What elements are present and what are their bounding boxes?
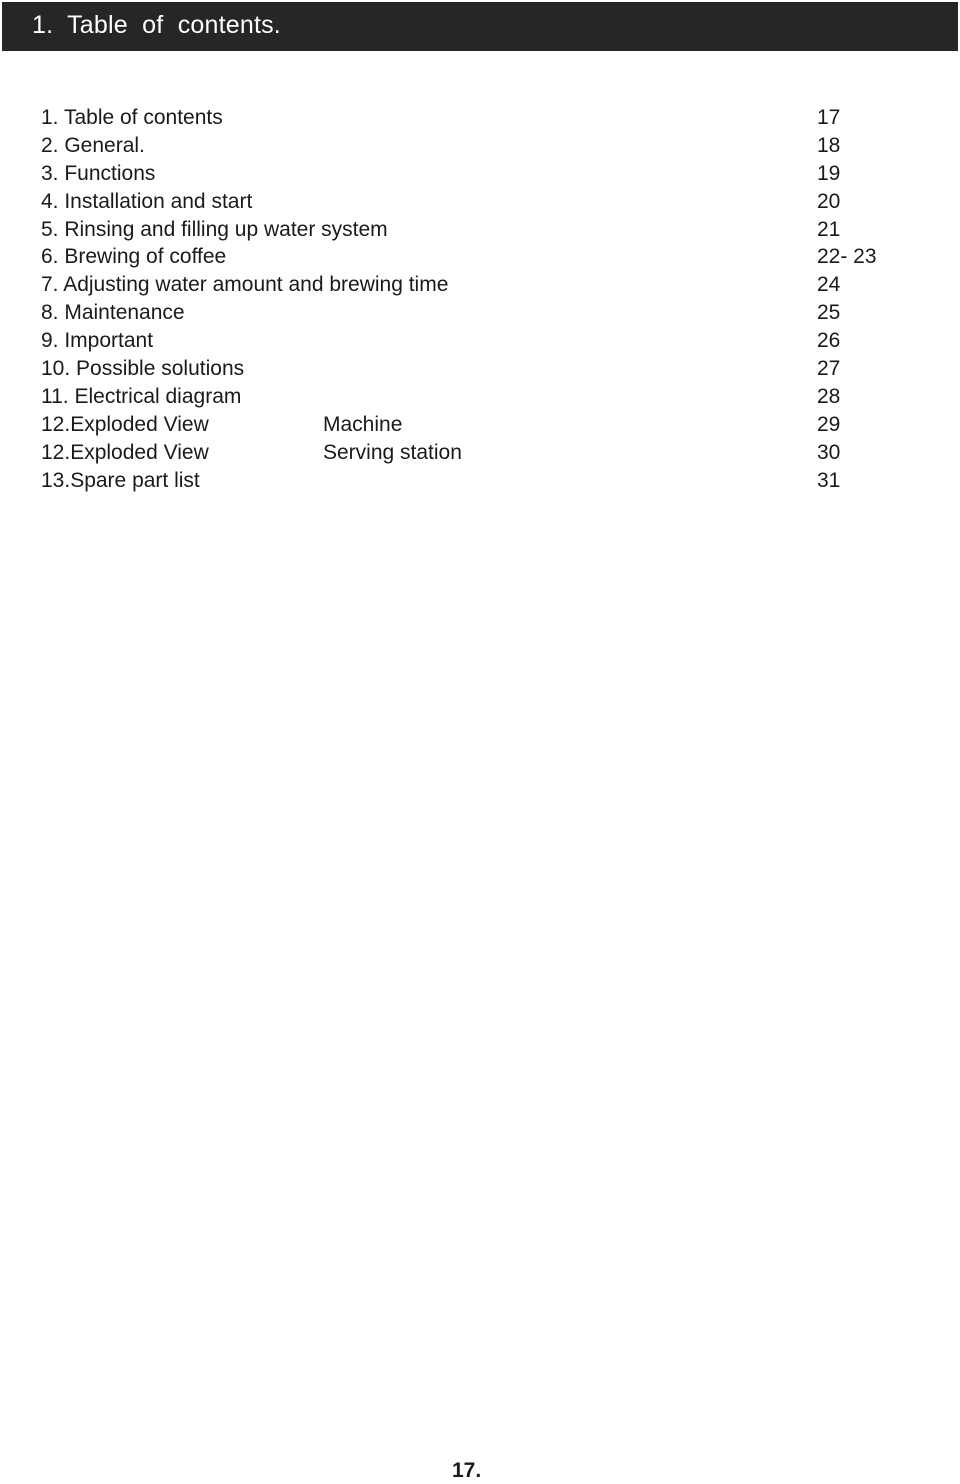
- toc-entry-page: 20: [817, 189, 841, 213]
- toc-entry[interactable]: [41, 327, 901, 355]
- page-title: 1. Table of contents.: [32, 11, 281, 39]
- toc-entry-title: 3. Functions: [41, 161, 156, 185]
- toc-entry-title: 12.Exploded View: [41, 440, 209, 464]
- toc-entry-page: 22- 23: [817, 245, 877, 269]
- toc-entry-title: 1. Table of contents: [41, 106, 223, 129]
- toc-entry[interactable]: [41, 216, 901, 244]
- toc-entry[interactable]: [41, 439, 901, 467]
- toc-entry-title: 13.Spare part list: [41, 468, 200, 492]
- toc-entry-page: 25: [817, 301, 841, 325]
- toc-entry-title: 12.Exploded View: [41, 412, 209, 436]
- toc-entry[interactable]: [41, 271, 901, 299]
- toc-entry-page: 27: [817, 357, 841, 381]
- toc-entry[interactable]: [41, 188, 901, 216]
- toc-entry[interactable]: [41, 411, 901, 439]
- toc-entry-title: 2. General.: [41, 133, 145, 157]
- toc-entry-title: 4. Installation and start: [41, 189, 253, 213]
- toc-entry-page: 26: [817, 329, 841, 353]
- toc-entry-page: 19: [817, 161, 841, 185]
- page-number: 17.: [452, 1459, 482, 1482]
- toc-entry-page: 30: [817, 440, 841, 464]
- toc-entry[interactable]: [41, 299, 901, 327]
- header-bar: [2, 2, 958, 51]
- toc-entry[interactable]: [41, 104, 901, 132]
- toc-entry-page: 18: [817, 133, 841, 157]
- toc-entry[interactable]: [41, 355, 901, 383]
- toc-entry[interactable]: [41, 132, 901, 160]
- toc-entry-title: 6. Brewing of coffee: [41, 245, 227, 269]
- toc-entry-title: 8. Maintenance: [41, 301, 185, 325]
- toc-entry[interactable]: [41, 383, 901, 411]
- toc-entry[interactable]: [41, 243, 901, 271]
- toc-entry-page: 29: [817, 412, 841, 436]
- toc-entry[interactable]: [41, 467, 901, 495]
- toc-entry-page: 21: [817, 217, 841, 241]
- toc-entry-title: 9. Important: [41, 329, 154, 353]
- table-of-contents: [41, 104, 901, 494]
- toc-entry-title: 10. Possible solutions: [41, 357, 245, 381]
- toc-entry-page: 28: [817, 384, 841, 408]
- toc-entry-title: 5. Rinsing and filling up water system: [41, 217, 388, 241]
- toc-entry-subtitle: Machine: [323, 412, 403, 436]
- toc-entry-page: 24: [817, 273, 841, 297]
- toc-entry-title: 7. Adjusting water amount and brewing time: [41, 273, 449, 297]
- toc-entry-page: 17: [817, 106, 841, 129]
- toc-entry-page: 31: [817, 468, 841, 492]
- toc-entry-title: 11. Electrical diagram: [41, 384, 242, 408]
- toc-entry[interactable]: [41, 160, 901, 188]
- toc-entry-subtitle: Serving station: [323, 440, 462, 464]
